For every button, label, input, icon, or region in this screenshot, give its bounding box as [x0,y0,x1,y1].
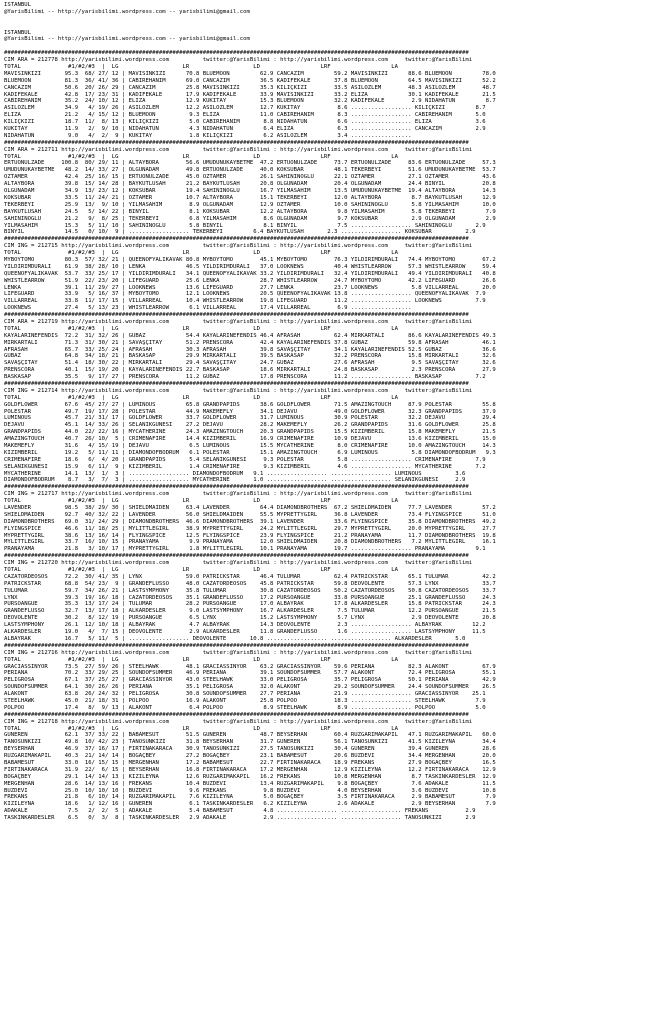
text-line: PATRICKSTAR 68.8 54/ 23/ 9 | GRANDEFLUSSO 48.0 CAZATORDEOSOS 45.8 PATRICKSTAR 59.8 DEOVOLENTE 57.3 LYNX 33.7 [4,580,496,587]
text-line: SELANIKGÜNESI 15.9 6/ 11/ 9 | KIZIMBERIL 1.4 CRIMENAFIRE 9.3 KIZIMBERIL 4.6 .................. MYCATHERINE 7.2 [4,463,486,470]
separator-line: ########################################################################################################################################## [4,711,469,718]
separator-line: ########################################################################################################################################## [4,312,469,319]
text-line: KOKSUBAR 33.5 11/ 24/ 21 | ÖZTAMER 10.7 ALTAYBORA 15.1 TEKERBEYI 12.0 ALTAYBORA 8.7 BAYKUTLUSAH 12.9 [4,194,496,201]
text-line: YILMASAHIM 15.3 5/ 11/ 10 | SAHININOGLU 5.8 BINYIL 8.1 BINYIL 7.5 .................. SAHININOGLU 2.9 [4,222,486,229]
text-line: TEKERBEYI 25.9 13/ 9/ 10 | YILMASAHIM 8.9 OLGUNADAM 12.9 ÖZTAMER 10.0 SAHININOGLU 5.8 YILMASAHIM 10.0 [4,201,496,208]
text-line: DEJAVU 45.1 14/ 33/ 26 | SELANIKGÜNESI 27.2 DEJAVU 28.2 MAKEMEFLY 26.2 GRANDPAPIDS 31.6 GOLDFLOWER 25.8 [4,422,496,429]
text-line: KAYALARINEFENDIS 72.2 31/ 32/ 26 | GUBAZ 54.4 KAYALARINEFENDIS 46.4 AFRASAH 62.4 MIRKARTALI 86.6 KAYALARINEFENDIS 49.3 [4,332,496,339]
text-line: LYNX 39.3 19/ 16/ 18 | CAZATORDEOSOS 35.1 GRANDEFLUSSO 17.2 PURSOANGUE 33.8 PURSOANGUE 25.1 GRANDEFLUSSO 24.3 [4,594,496,601]
text-line: ALKARDESLER 19.0 4/ 7/ 15 | DEOVOLENTE 2.9 ALKARDESLER 11.8 GRANDEFLUSSO 1.6 .................. LASTSYMPHONY 11.5 [4,629,486,636]
text-line: MERGENHAN 28.6 14/ 13/ 16 | FREKANS 10.4 BUZDEVI 13.4 RÜZGARIMAKAPIL 9.8 BOGAÇBEY 7.6 ADAKALE 11.5 [4,780,496,787]
text-line: ALBAYRAK 16.7 5/ 11/ 5 | .................. DEOVOLENTE 10.8 .................. .................. ALKARDESLER 5.0 [4,635,466,642]
race-header-line: CIM ING = 212716 http://yarisbilimi.wordpress.com twitter:@YarisBilimi : http://yarisbilimi.wordpress.com twitter:@YarisBilimi [4,649,473,656]
text-line: LOOKNEWS 27.4 5/ 13/ 23 | WHISTLEARROW 6.1 VILLARREAL 17.4 VILLARREAL 6.9 .................. [4,305,412,312]
text-line: ÖZTAMER 42.4 25/ 16/ 15 | ERTUONULZADE 45.0 ÖZTAMER 26.1 SAHININOGLU 22.1 ÖZTAMER 27.1 ÖZTAMER 43.6 [4,174,496,181]
text-line: NIDAHATUN 9.0 4/ 2/ 9 | KUKITAY 1.8 KILIÇKIZI 6.2 ASILÖZLEM 3.4 .................. [4,132,412,139]
race-header-line: CIM ARA = 212719 http://yarisbilimi.wordpress.com twitter:@YarisBilimi : http://yarisbilimi.wordpress.com twitter:@YarisBilimi [4,318,473,325]
text-line: BEYSERHAN 46.9 37/ 16/ 17 | FIRTINAKARACA 30.9 TANOSUNKIZI 27.5 TANOSUNKIZI 30.4 GÜNEREN 39.4 GÜNEREN 28.6 [4,746,496,753]
text-line: UMUDUNUKAYBETME 48.2 14/ 33/ 27 | OLGUNADAM 49.8 ERTUONULZADE 40.0 KOKSUBAR 48.1 TEKERBEYI 51.6 UMUDUNUKAYBETME 53.7 [4,167,496,174]
text-line: SOUNDOFSUMMER 64.1 30/ 26/ 26 | PERIANA 35.1 PELIGROSA 32.0 ALAKONT 29.2 SOUNDOFSUMMER 24.4 SOUNDOFSUMMER 26.5 [4,684,496,691]
text-line: POLESTAR 49.7 19/ 17/ 28 | POLESTAR 44.9 MAKEMEFLY 34.1 DEJAVU 49.0 GOLDFLOWER 32.3 GRANDPAPIDS 37.9 [4,408,496,415]
text-line: KIZIMBERIL 19.2 5/ 11/ 11 | DIAMONDOFBODRUM 6.1 POLESTAR 15.1 AMAZINGTOUCH 6.9 LUMINOUS 5.8 DIAMONDOFBODRUM 9.3 [4,449,496,456]
race-header-line: CIM ARA = 212778 http://yarisbilimi.wordpress.com twitter:@YarisBilimi : http://yarisbilimi.wordpress.com twitter:@YarisBilimi [4,57,473,64]
text-line: SAVAŞÇITAY 51.4 18/ 30/ 22 | MIRKARTALI 29.4 SAVAŞÇITAY 24.7 GUBAZ 27.6 AFRASAH 9.5 SAVAŞÇITAY 32.6 [4,360,496,367]
text-line: RÜZGARIMAKAPIL 40.3 21/ 14/ 14 | BOGAÇBEY 27.2 BOGAÇBEY 23.1 BABAMESUT 20.6 BUZDEVI 34.4 MERGENHAN 20.0 [4,753,496,760]
text-line: MYPRETTYGIRL 38.6 13/ 16/ 14 | FLYINGSPICE 12.5 FLYINGSPICE 23.9 FLYINGSPICE 21.2 PRANAYAMA 11.7 DIAMONDBROTHERS 19.8 [4,532,496,539]
text-line: TANOSUNKIZI 49.8 10/ 42/ 23 | TANOSUNKIZI 31.8 BEYSERHAN 31.7 GÜNEREN 56.1 TANOSUNKIZI 41.5 KIZILEYNA 34.4 [4,739,496,746]
text-line: ERTUONULZADE 100.8 80/ 29/ 11 | ALTAYBORA 56.6 UMUDUNUKAYBETME 47.2 ERTUONULZADE 73.7 ERTUONULZADE 83.6 ERTUONULZADE 57.3 [4,160,496,167]
text-line: DIAMONDBROTHERS 69.0 31/ 24/ 29 | DIAMONDBROTHERS 46.6 DIAMONDBROTHERS 39.1 LAVENDER 33.6 FLYINGSPICE 35.8 DIAMONDBROTHERS 49.2 [4,518,496,525]
text-line: FLYINGSPICE 46.6 11/ 18/ 25 | MYLITTLEGIRL 38.9 MYPRETTYGIRL 24.2 MYLITTLEGIRL 29.7 MYPRETTYGIRL 20.0 MYPRETTYGIRL 27.7 [4,525,496,532]
text-line: KILIÇKIZI 18.7 11/ 8/ 13 | KILIÇKIZI 5.0 CABIREHANIM 8.8 NIDAHATUN 6.6 .................. ELIZA 3.6 [4,119,486,126]
text-line: CANCAZIM 50.6 20/ 26/ 29 | CANCAZIM 25.8 MAVISINKIZI 35.3 KILIÇKIZI 33.5 ASILÖZLEM 48.3 ASILÖZLEM 48.7 [4,84,496,91]
text-line: ISTANBUL [4,29,31,36]
blank-line [4,16,646,23]
text-line: GRANDPAPIDS 44.0 22/ 22/ 16 | MYCATHERINE 24.3 AMAZINGTOUCH 20.3 GRANDPAPIDS 15.5 KIZIMBERIL 15.8 MAKEMEFLY 21.5 [4,429,496,436]
text-line: BINYIL 14.5 0/ 10/ 9 | .................. TEKERBEYI 6.4 BAYKUTLUSAH 2.3 .................. KOKSUBAR 2.9 [4,229,476,236]
text-line: BLUEMOON 81.3 36/ 41/ 36 | CABIREHANIM 69.0 CANCAZIM 36.5 KADIFEKALE 37.8 BLUEMOON 64.5 MAVISINKIZI 52.2 [4,77,496,84]
text-line: PRANAYAMA 21.8 3/ 10/ 17 | MYPRETTYGIRL 1.8 MYLITTLEGIRL 10.1 PRANAYAMA 19.7 .................. PRANAYAMA 9.1 [4,546,486,553]
separator-line: ########################################################################################################################################## [4,380,469,387]
text-line: ISTANBUL [4,2,31,8]
text-line: MAKEMEFLY 31.6 4/ 15/ 19 | DEJAVU 6.5 LUMINOUS 15.5 MYCATHERINE 8.0 CRIMENAFIRE 10.0 AMAZINGTOUCH 14.3 [4,443,496,449]
text-line: OLGUNADAM 34.9 13/ 23/ 12 | KOKSUBAR 19.4 SAHININOGLU 16.7 YILMASAHIM 13.5 UMUDUNUKAYBETME 19.4 ALTAYBORA 14.3 [4,188,496,195]
race-header-line: CIM ING = 212720 http://yarisbilimi.wordpress.com twitter:@YarisBilimi : http://yarisbilimi.wordpress.com twitter:@YarisBilimi [4,560,473,567]
text-line: BOGAÇBEY 29.1 14/ 14/ 13 | KIZILEYNA 12.6 RÜZGARIMAKAPIL 16.2 FREKANS 10.8 MERGENHAN 8.7 TASKINKARDESLER 12.9 [4,773,496,780]
column-header-line: TOTAL #1/#2/#3 | LG LR LD LRF LA [4,498,399,505]
text-line: CRIMENAFIRE 18.6 6/ 4/ 20 | GRANDPAPIDS 5.4 SELANIKGÜNESI 9.3 POLESTAR 5.8 .................. CRIMENAFIRE 7.9 [4,456,486,463]
blank-line [4,23,646,30]
column-header-line: TOTAL #1/#2/#3 | LG LR LD LRF LA [4,325,399,332]
text-line: KADIFEKALE 42.8 17/ 23/ 31 | KADIFEKALE 17.9 KADIFEKALE 33.9 MAVISINKIZI 33.2 ELIZA 30.1 KADIFEKALE 21.5 [4,91,496,98]
separator-line: ########################################################################################################################################## [4,50,469,57]
text-line: YILDIRIMDURALI 61.9 38/ 28/ 10 | LENKA 46.5 YILDIRIMDURALI 37.0 LOOKNEWS 40.4 WHISTLEARROW 57.3 WHISTLEARROW 59.4 [4,263,496,270]
blank-line [4,43,646,50]
text-line: ALAKONT 63.8 26/ 24/ 32 | PELIGROSA 30.8 SOUNDOFSUMMER 27.7 PERIANA 21.9 .................. GRACIASSINYOR 25.1 [4,691,486,698]
text-line: KUKITAY 11.9 2/ 9/ 10 | NIDAHATUN 4.3 NIDAHATUN 6.4 ELIZA 6.3 .................. CANCAZIM 2.9 [4,126,486,133]
separator-line: ########################################################################################################################################## [4,642,469,649]
text-line: PELIGROSA 67.1 37/ 25/ 27 | GRACIASSINYOR 43.0 STEELHAWK 33.0 PELIGROSA 35.7 PELIGROSA 50.1 PERIANA 42.9 [4,677,496,684]
text-line: GUBAZ 64.8 34/ 18/ 21 | BASKASAP 29.9 MIRKARTALI 39.5 BASKASAP 32.2 PRENSCORA 15.8 MIRKARTALI 32.6 [4,353,496,360]
column-header-line: TOTAL #1/#2/#3 | LG LR LD LRF LA [4,250,399,257]
race-header-line: CIM ARA = 212711 http://yarisbilimi.wordpress.com twitter:@YarisBilimi : http://yarisbilimi.wordpress.com twitter:@YarisBilimi [4,146,473,153]
text-line: @YarisBilimi -- http://yarisbilimi.wordpress.com -- yarisbilimi@gmail.com [4,8,250,15]
text-line: BUZDEVI 25.0 10/ 10/ 10 | BUZDEVI 9.6 FREKANS 9.8 BUZDEVI 4.0 BEYSERHAN 3.6 BUZDEVI 10.8 [4,787,496,794]
race-header-line: CIM ING = 212717 http://yarisbilimi.wordpress.com twitter:@YarisBilimi : http://yarisbilimi.wordpress.com twitter:@YarisBilimi [4,491,473,498]
text-line: ASILÖZLEM 34.9 4/ 19/ 26 | ASILÖZLEM 12.2 ASILÖZLEM 12.7 KUKITAY 8.6 .................. KILIÇKIZI 8.7 [4,105,486,112]
separator-line: ########################################################################################################################################## [4,236,469,243]
column-header-line: TOTAL #1/#2/#3 | LG LR LD LRF LA [4,153,399,160]
column-header-line: TOTAL #1/#2/#3 | LG LR LD LRF LA [4,394,399,401]
text-line: GOLDFLOWER 67.6 45/ 27/ 27 | LUMINOUS 65.8 GRANDPAPIDS 38.6 GOLDFLOWER 71.5 AMAZINGTOUCH 87.9 POLESTAR 55.8 [4,401,496,408]
text-line: POLPOO 17.4 8/ 9/ 13 | ALAKONT 6.4 POLPOO 8.9 STEELHAWK 8.9 .................. POLPOO 5.0 [4,704,486,711]
text-line: WHISTLEARROW 51.9 22/ 23/ 20 | LIFEGUARD 25.6 LENKA 28.7 WHISTLEARROW 24.7 MYBOYTOMO 42.2 LIFEGUARD 26.6 [4,277,496,284]
column-header-line: TOTAL #1/#2/#3 | LG LR LD LRF LA [4,725,399,732]
text-line: LUMINOUS 45.7 21/ 31/ 17 | GOLDFLOWER 33.7 GOLDFLOWER 31.7 LUMINOUS 30.9 POLESTAR 32.2 DEJAVU 29.4 [4,415,496,422]
text-line: GRACIASSINYOR 73.5 27/ 59/ 26 | STEELHAWK 48.1 GRACIASSINYOR 63.2 GRACIASSINYOR 59.6 PERIANA 82.3 ALAKONT 67.9 [4,663,496,670]
text-line: ELIZA 21.2 4/ 15/ 12 | BLUEMOON 9.3 ELIZA 11.0 CABIREHANIM 8.3 .................. CABIREHANIM 5.0 [4,112,486,119]
text-line: BASKASAP 35.5 9/ 17/ 27 | PRENSCORA 11.2 GUBAZ 17.8 PRENSCORA 11.2 .................. BASKASAP 7.2 [4,374,486,381]
text-line: MYBOYTOMO 80.3 57/ 32/ 21 | QUEENOFYALIKAVAK 80.8 MYBOYTOMO 45.1 MYBOYTOMO 76.3 YILDIRIMDURALI 74.4 MYBOYTOMO 67.2 [4,256,496,263]
text-line: QUEENOFYALIKAVAK 53.7 33/ 25/ 17 | YILDIRIMDURALI 34.1 QUEENOFYALIKAVAK 33.2 YILDIRIMDURALI 32.4 YILDIRIMDURALI 49.4 YILDIRIMDURALI 40.8 [4,270,496,277]
column-header-line: TOTAL #1/#2/#3 | LG LR LD LRF LA [4,656,399,663]
text-line: KIZILEYNA 18.6 1/ 12/ 16 | GÜNEREN 6.1 TASKINKARDESLER 6.2 KIZILEYNA 2.6 ADAKALE 2.9 BEYSERHAN 7.9 [4,801,496,808]
text-line: @YarisBilimi -- http://yarisbilimi.wordpress.com -- yarisbilimi@gmail.com [4,36,250,43]
separator-line: ########################################################################################################################################## [4,553,469,560]
text-line: VILLARREAL 33.8 11/ 17/ 15 | VILLARREAL 10.4 WHISTLEARROW 19.8 LIFEGUARD 11.2 .................. LOOKNEWS 7.9 [4,298,486,305]
text-line: SAHININOGLU 21.2 9/ 8/ 25 | TEKERBEYI 6.8 YILMASAHIM 8.6 OLGUNADAM 9.7 KOKSUBAR 2.9 OLGUNADAM 2.9 [4,215,496,222]
text-line: SHIELDMAIDEN 92.7 40/ 32/ 22 | LAVENDER 56.0 SHIELDMAIDEN 55.5 MYPRETTYGIRL 36.8 LAVENDER 73.4 FLYINGSPICE 51.0 [4,511,496,518]
text-line: CAZATORDEOSOS 72.2 30/ 41/ 35 | LYNX 59.0 PATRICKSTAR 46.4 TULUMAR 62.4 PATRICKSTAR 65.1 TULUMAR 42.2 [4,573,496,580]
text-line: GRANDEFLUSSO 32.7 13/ 17/ 18 | ALKARDESLER 9.0 LASTSYMPHONY 16.7 ALKARDESLER 7.5 TULUMAR 12.2 PURSOANGUE 21.5 [4,608,496,615]
text-line: ADAKALE 7.5 2/ 2/ 5 | ADAKALE 5.4 BABAMESUT 4.8 .................. .................. FREKANS 2.9 [4,808,476,815]
text-line: CABIREHANIM 35.2 24/ 10/ 12 | ELIZA 12.9 KUKITAY 15.3 BLUEMOON 32.2 KADIFEKALE 2.9 NIDAHATUN 8.7 [4,98,496,105]
race-header-line: CIM ING = 212718 http://yarisbilimi.wordpress.com twitter:@YarisBilimi : http://yarisbilimi.wordpress.com twitter:@YarisBilimi [4,718,473,725]
text-line: LAVENDER 98.5 38/ 29/ 30 | SHIELDMAIDEN 63.4 LAVENDER 64.4 DIAMONDBROTHERS 67.2 SHIELDMAIDEN 77.7 LAVENDER 57.2 [4,505,496,512]
text-line: AMAZINGTOUCH 40.7 26/ 10/ 5 | CRIMENAFIRE 14.4 KIZIMBERIL 16.9 CRIMENAFIRE 10.9 DEJAVU 13.6 KIZIMBERIL 15.0 [4,436,496,443]
text-line: MIRKARTALI 71.3 31/ 30/ 21 | SAVAŞÇITAY 51.2 PRENSCORA 42.4 KAYALARINEFENDIS 37.8 GUBAZ 59.8 AFRASAH 46.1 [4,339,496,346]
text-line: PRENSCORA 40.1 15/ 19/ 20 | KAYALARINEFENDIS 22.7 BASKASAP 18.6 MIRKARTALI 24.8 BASKASAP 2.3 PRENSCORA 27.9 [4,367,496,374]
column-header-line: TOTAL #1/#2/#3 | LG LR LD LRF LA [4,64,399,71]
text-line: MAVISINKIZI 95.3 68/ 27/ 12 | MAVISINKIZI 70.8 BLUEMOON 62.9 CANCAZIM 59.2 MAVISINKIZI 88.6 BLUEMOON 78.0 [4,70,496,77]
text-line: BABAMESUT 33.0 16/ 15/ 15 | MERGENHAN 17.2 BABAMESUT 22.7 FIRTINAKARACA 18.9 FREKANS 27.9 BOGAÇBEY 16.5 [4,759,496,766]
separator-line: ########################################################################################################################################## [4,139,469,146]
text-line: LENKA 39.1 11/ 29/ 27 | LOOKNEWS 13.6 LIFEGUARD 27.7 LENKA 23.7 LOOKNEWS 5.8 VILLARREAL 20.0 [4,284,496,291]
column-header-line: TOTAL #1/#2/#3 | LG LR LD LRF LA [4,567,399,574]
text-line: FREKANS 21.8 6/ 10/ 14 | RÜZGARIMAKAPIL 7.6 KIZILEYNA 5.0 BOGAÇBEY 3.5 FIRTINAKARACA 2.9 BABAMESUT 7.9 [4,794,496,801]
text-line: LASTSYMPHONY 26.1 12/ 10/ 18 | ALBAYRAK 4.7 ALBAYRAK 14.3 DEOVOLENTE 2.3 .................. ALBAYRAK 12.2 [4,622,486,629]
text-line: STEELHAWK 45.0 21/ 18/ 31 | POLPOO 16.9 ALAKONT 25.8 POLPOO 18.3 .................. STEELHAWK 7.9 [4,697,486,704]
text-line: BAYKUTLUSAH 24.5 5/ 14/ 22 | BINYIL 8.1 KOKSUBAR 12.2 ALTAYBORA 9.8 YILMASAHIM 5.8 TEKERBEYI 7.9 [4,208,496,215]
text-line: DEOVOLENTE 30.2 8/ 12/ 19 | PURSOANGUE 6.5 LYNX 15.2 LASTSYMPHONY 5.7 LYNX 2.9 DEOVOLENTE 20.8 [4,615,496,622]
text-line: FIRTINAKARACA 31.9 22/ 6/ 15 | BEYSERHAN 16.8 FIRTINAKARACA 17.2 MERGENHAN 12.9 KIZILEYNA 12.2 FIRTINAKARACA 12.9 [4,766,496,773]
race-header-line: CIM ING = 212715 http://yarisbilimi.wordpress.com twitter:@YarisBilimi : http://yarisbilimi.wordpress.com twitter:@YarisBilimi [4,243,473,250]
text-line: MYLITTLEGIRL 33.7 16/ 10/ 15 | PRANAYAMA 9.9 PRANAYAMA 12.0 SHIELDMAIDEN 20.8 DIAMONDBROTHERS 7.2 MYLITTLEGIRL 16.1 [4,539,496,546]
text-line: PERIANA 70.2 33/ 29/ 25 | SOUNDOFSUMMER 46.9 PERIANA 39.1 SOUNDOFSUMMER 57.7 ALAKONT 72.4 PELIGROSA 55.1 [4,670,496,677]
race-header-line: CIM ING = 212714 http://yarisbilimi.wordpress.com twitter:@YarisBilimi : http://yarisbilimi.wordpress.com twitter:@YarisBilimi [4,387,473,394]
text-line: LIFEGUARD 33.9 5/ 16/ 37 | MYBOYTOMO 12.1 LOOKNEWS 20.5 QUEENOFYALIKAVAK 13.8 .................. QUEENOFYALIKAVAK 7.9 [4,291,486,298]
text-line: GÜNEREN 62.1 37/ 33/ 22 | BABAMESUT 51.5 GÜNEREN 48.7 BEYSERHAN 60.4 RÜZGARIMAKAPIL 47.1 RÜZGARIMAKAPIL 60.0 [4,732,496,739]
separator-line: ########################################################################################################################################## [4,484,469,491]
text-line: PURSOANGUE 35.3 13/ 17/ 24 | TULUMAR 28.2 PURSOANGUE 17.0 ALBAYRAK 17.8 ALKARDESLER 15.8 PATRICKSTAR 24.3 [4,601,496,608]
text-line: AFRASAH 65.7 33/ 25/ 24 | AFRASAH 30.3 AFRASAH 39.8 SAVAŞÇITAY 34.1 KAYALARINEFENDIS 52.5 GUBAZ 36.6 [4,346,496,353]
text-line: TASKINKARDESLER 6.5 0/ 3/ 8 | TASKINKARDESLER 2.9 ADAKALE 2.9 .................. .................. TANOSUNKIZI 2.9 [4,815,476,822]
text-line: ALTAYBORA 39.8 15/ 14/ 28 | BAYKUTLUSAH 21.2 BAYKUTLUSAH 20.8 OLGUNADAM 20.4 OLGUNADAM 24.4 BINYIL 20.8 [4,181,496,188]
text-line: MYCATHERINE 14.1 13/ 1/ 3 | .................. DIAMONDOFBODRUM 9.1 .................. .................. LUMINOUS 3.6 [4,470,466,477]
text-line: DIAMONDOFBODRUM 8.7 3/ 7/ 3 | .................. MYCATHERINE 1.0 .................. .................. SELANIKGÜNESI 2.9 [4,477,466,484]
text-line: TULUMAR 59.7 34/ 26/ 21 | LASTSYMPHONY 35.8 TULUMAR 30.8 CAZATORDEOSOS 50.2 CAZATORDEOSOS 50.8 CAZATORDEOSOS 33.7 [4,587,496,594]
